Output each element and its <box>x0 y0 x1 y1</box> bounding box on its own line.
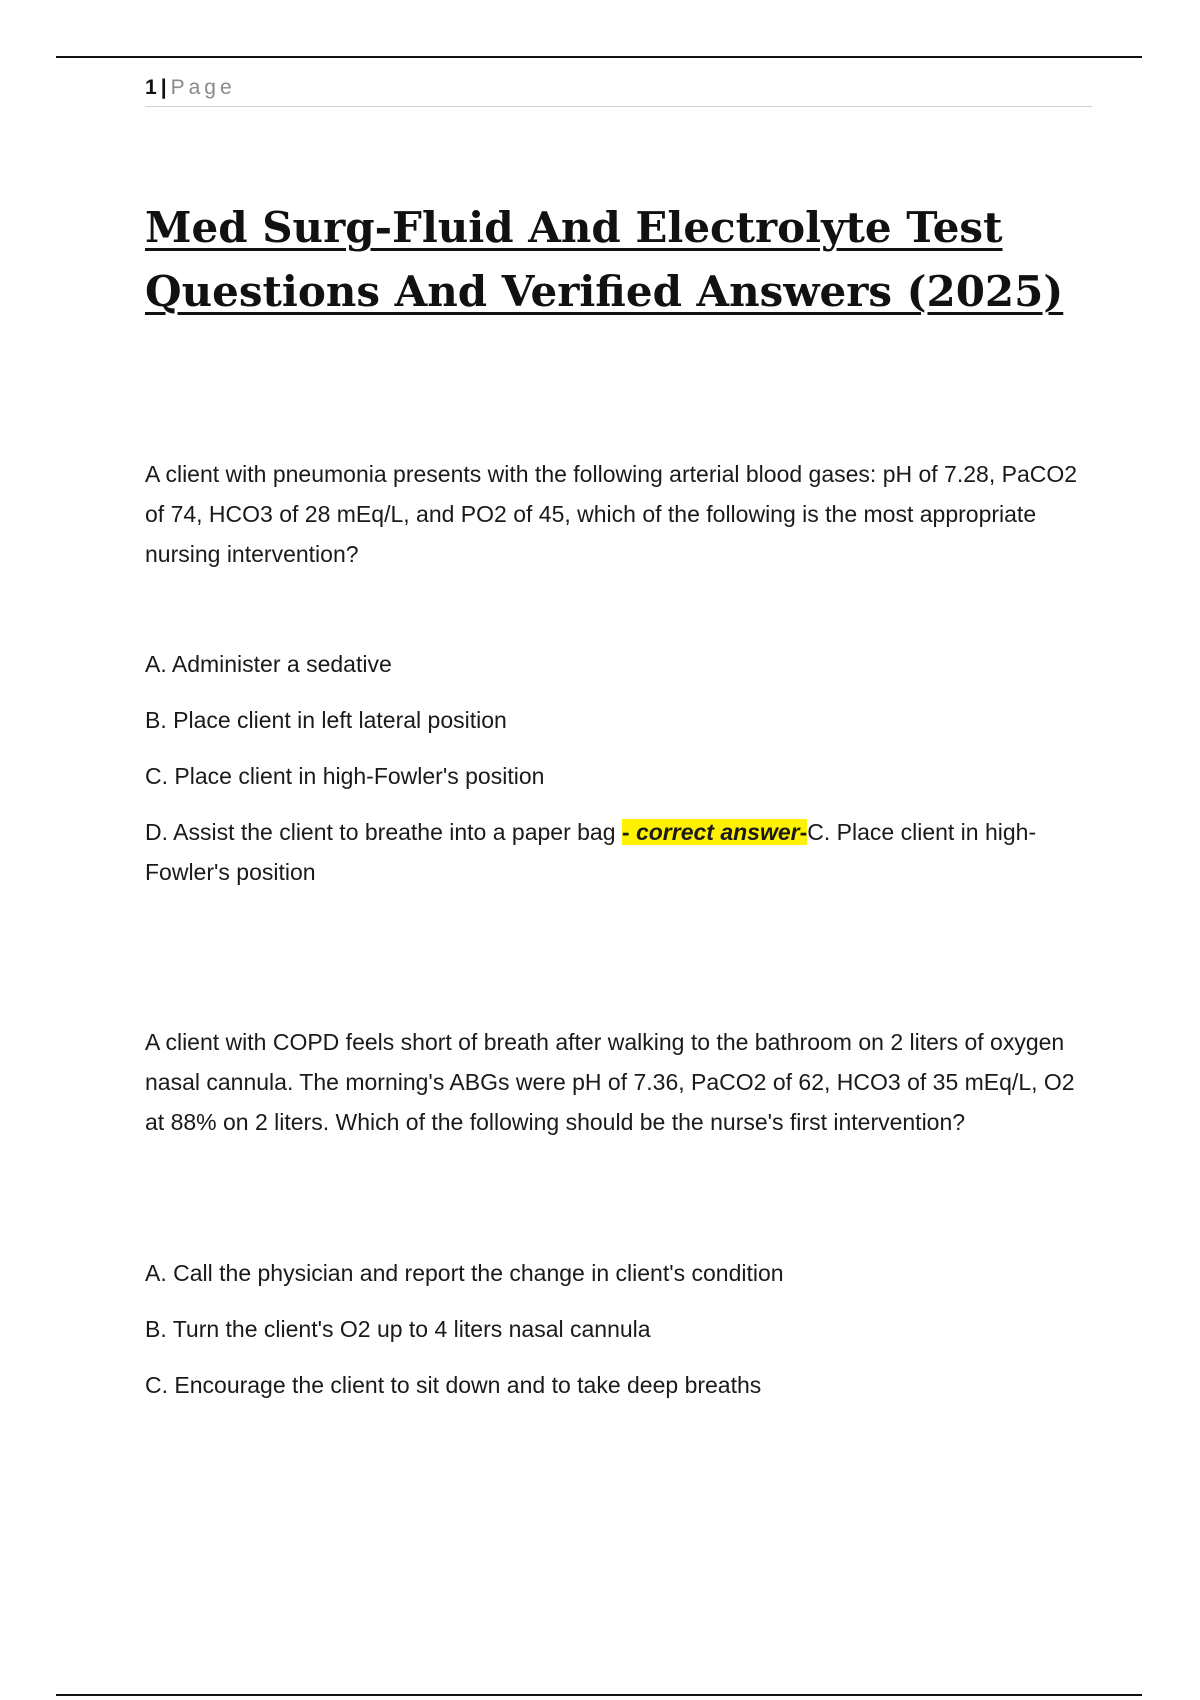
bottom-rule <box>56 1694 1142 1696</box>
page-header <box>145 74 1092 107</box>
correct-answer-highlight <box>622 819 807 845</box>
question-1-option-b: B. Place client in left lateral position <box>145 707 507 733</box>
correct-answer-marker: correct answer <box>635 819 800 845</box>
question-2-option-b: B. Turn the client's O2 up to 4 liters nasal cannula <box>145 1316 651 1342</box>
question-1-option-a: A. Administer a sedative <box>145 651 392 677</box>
answer-suffix: - <box>799 819 808 845</box>
top-rule <box>56 56 1142 58</box>
page-number: 1 <box>145 76 157 99</box>
document-title <box>145 196 1105 324</box>
page-label: Page <box>170 76 236 99</box>
question-1-option-c: C. Place client in high-Fowler's position <box>145 763 545 789</box>
question-2-option-a: A. Call the physician and report the change in client's condition <box>145 1260 784 1286</box>
question-1-option-d-with-answer <box>145 812 1085 892</box>
page-separator: | <box>160 76 167 99</box>
title-line-1: Med Surg-Fluid And Electrolyte Test <box>145 203 1003 252</box>
answer-prefix: - <box>621 819 636 845</box>
title-line-2: Questions And Verified Answers (2025) <box>145 267 1064 316</box>
question-1-text: A client with pneumonia presents with the following arterial blood gases: pH of 7.28, PaCO2 of 74, HCO3 of 28 mEq/L, and PO2 of 45, which of the following is the most appropriate nursing intervention? <box>145 461 1078 567</box>
question-1-option-d: D. Assist the client to breathe into a paper bag <box>145 819 622 845</box>
question-2-option-c: C. Encourage the client to sit down and to take deep breaths <box>145 1372 762 1398</box>
question-1-answer-text: C. Place client in high-Fowler's position <box>145 819 1037 885</box>
question-2-text: A client with COPD feels short of breath after walking to the bathroom on 2 liters of oxygen nasal cannula. The morning's ABGs were pH of 7.36, PaCO2 of 62, HCO3 of 35 mEq/L, O2 at 88% on 2 liters. Which of the following should be the nurse's first intervention? <box>145 1029 1075 1135</box>
